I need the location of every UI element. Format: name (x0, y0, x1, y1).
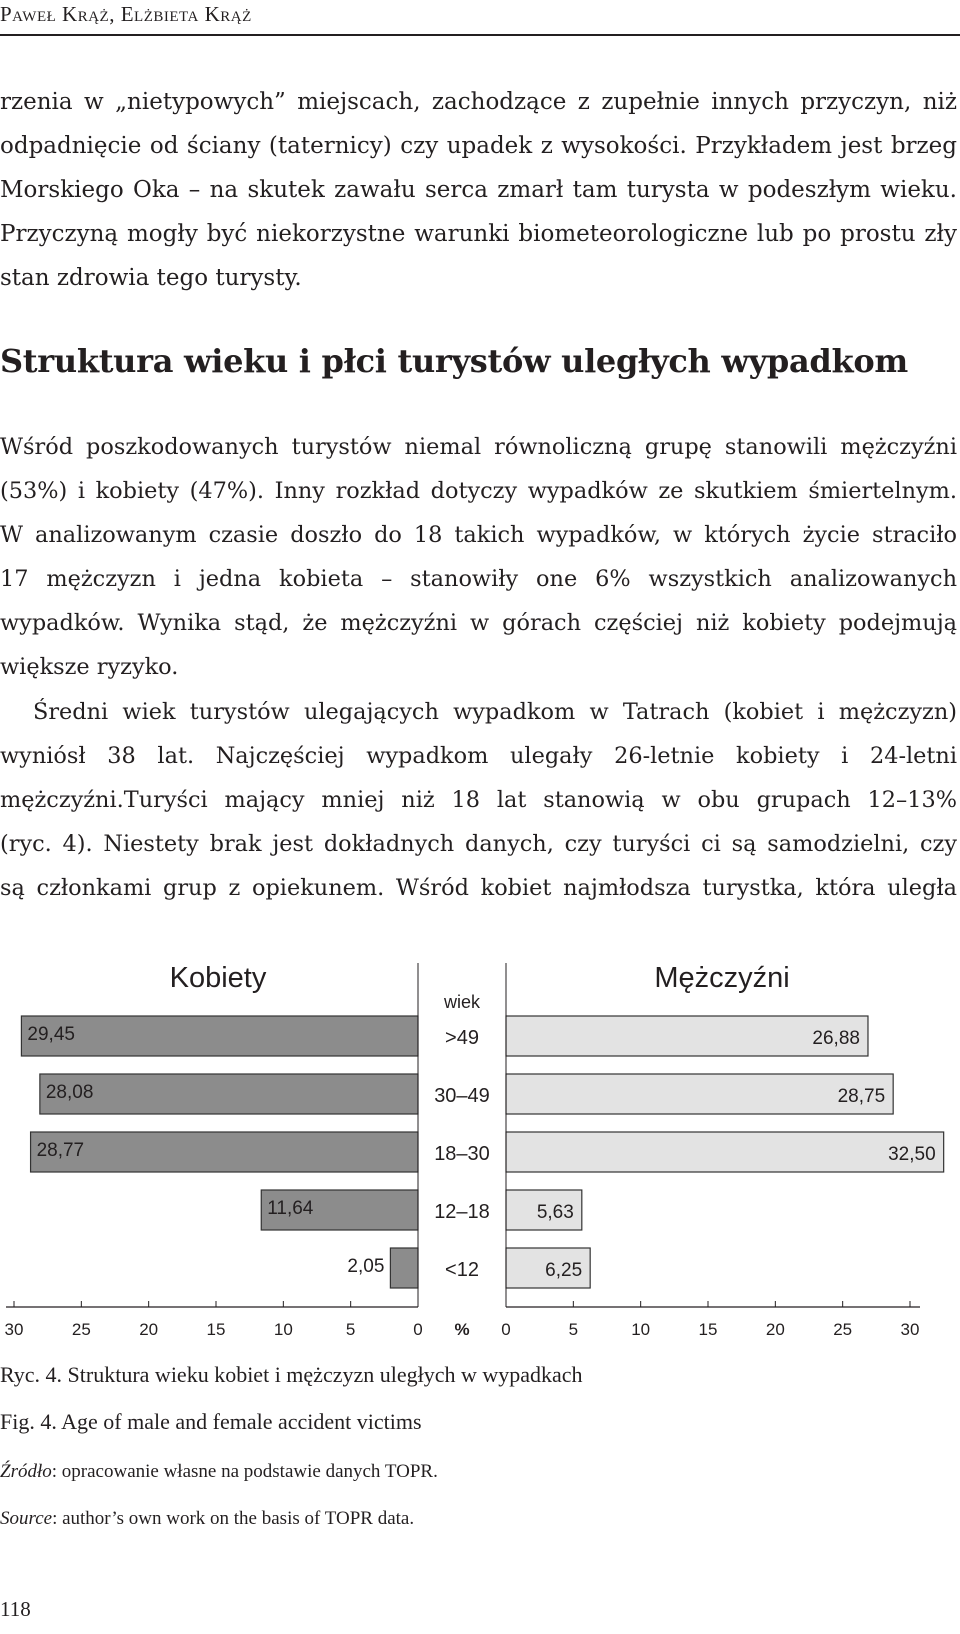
page-number: 118 (0, 1597, 31, 1621)
text-line: Średni wiek turystów ulegających wypadkom w Tatrach (kobiet i mężczyzn) (33, 699, 957, 725)
series-name-left: Kobiety (169, 962, 267, 994)
data-label-right: 32,50 (888, 1144, 936, 1165)
source-text: : opracowanie własne na podstawie danych TOPR. (51, 1461, 438, 1482)
text-line: większe ryzyko. (0, 654, 179, 680)
text-line: Wśród poszkodowanych turystów niemal równoliczną grupę stanowili mężczyźni (0, 434, 957, 460)
text-line: Morskiego Oka – na skutek zawału serca zmarł tam turysta w podeszłym wieku. (0, 177, 957, 203)
text-line: wyniósł 38 lat. Najczęściej wypadkom ulegały 26-letnie kobiety i 24-letni (0, 743, 957, 769)
x-tick-label-left: 0 (413, 1320, 423, 1335)
data-label-left: 11,64 (267, 1198, 314, 1219)
x-tick-label-right: 5 (568, 1320, 579, 1335)
x-tick-label-left: 15 (206, 1320, 226, 1335)
text-line: odpadnięcie od ściany (taternicy) czy upadek z wysokości. Przykładem jest brzeg (0, 133, 957, 159)
x-tick-label-right: 10 (631, 1320, 651, 1335)
data-label-right: 5,63 (536, 1202, 574, 1223)
paragraph-3 (0, 690, 957, 910)
x-tick-label-left: 25 (71, 1320, 91, 1335)
x-tick-label-left: 20 (139, 1320, 159, 1335)
data-label-left: 29,45 (27, 1024, 75, 1045)
text-line: (53%) i kobiety (47%). Inny rozkład dotyczy wypadków ze skutkiem śmiertelnym. (0, 478, 957, 504)
data-label-left: 28,08 (45, 1082, 94, 1103)
category-label: 30–49 (434, 1085, 490, 1107)
x-tick-label-right: 25 (833, 1320, 853, 1335)
text-line: mężczyźni.Turyści mający mniej niż 18 lat stanowią w obu grupach 12–13% (0, 787, 957, 813)
bar-right (506, 1132, 944, 1172)
axis-unit-label: % (454, 1320, 470, 1335)
source-label: Source (0, 1508, 53, 1529)
x-tick-label-right: 0 (501, 1320, 511, 1335)
bar-left (390, 1248, 418, 1288)
bar-left (40, 1074, 418, 1114)
source-note-pl (0, 1461, 438, 1483)
text-line: W analizowanym czasie doszło do 18 takich wypadków, w których życie straciło (0, 522, 957, 548)
bar-left (31, 1132, 418, 1172)
section-heading: Struktura wieku i płci turystów uległych wypadkom (0, 342, 908, 380)
figure-caption-en: Fig. 4. Age of male and female accident victims (0, 1409, 422, 1434)
text-line: Przyczyną mogły być niekorzystne warunki biometeorologiczne lub po prostu zły (0, 221, 957, 247)
series-name-right: Mężczyźni (654, 962, 790, 994)
text-line: rzenia w „nietypowych” miejscach, zachodzące z zupełnie innych przyczyn, niż (0, 89, 957, 115)
data-label-right: 28,75 (837, 1086, 886, 1107)
bar-right (506, 1074, 893, 1114)
x-tick-label-right: 15 (698, 1320, 718, 1335)
source-note-en (0, 1508, 414, 1530)
x-tick-label-right: 30 (900, 1320, 920, 1335)
header-rule (0, 34, 960, 36)
paragraph-1 (0, 80, 957, 300)
category-label: >49 (445, 1027, 479, 1049)
source-label: Źródło (0, 1461, 52, 1482)
figure-caption-pl: Ryc. 4. Struktura wieku kobiet i mężczyzn uległych w wypadkach (0, 1362, 583, 1387)
text-line: są członkami grup z opiekunem. Wśród kobiet najmłodsza turystka, która uległa (0, 875, 957, 901)
category-label: <12 (445, 1259, 479, 1281)
x-tick-label-left: 10 (273, 1320, 293, 1335)
paragraph-2 (0, 425, 957, 689)
text-line: stan zdrowia tego turysty. (0, 265, 302, 291)
data-label-right: 6,25 (545, 1260, 583, 1281)
bar-left (21, 1016, 418, 1056)
source-text: : author’s own work on the basis of TOPR data. (52, 1508, 415, 1529)
x-tick-label-left: 5 (345, 1320, 356, 1335)
data-label-right: 26,88 (812, 1028, 860, 1049)
x-tick-label-right: 20 (765, 1320, 785, 1335)
age-sex-pyramid-chart (0, 955, 960, 1335)
text-line: 17 mężczyzn i jedna kobieta – stanowiły one 6% wszystkich analizowanych (0, 566, 957, 592)
running-head: Paweł Krąż, Elżbieta Krąż (0, 2, 252, 26)
text-line: wypadków. Wynika stąd, że mężczyźni w górach częściej niż kobiety podejmują (0, 610, 957, 636)
x-tick-label-left: 30 (4, 1320, 24, 1335)
data-label-left: 2,05 (347, 1256, 385, 1277)
center-axis-label: wiek (443, 992, 481, 1012)
text-line: (ryc. 4). Niestety brak jest dokładnych danych, czy turyści ci są samodzielni, czy (0, 831, 957, 857)
data-label-left: 28,77 (36, 1140, 85, 1161)
category-label: 18–30 (434, 1143, 490, 1165)
category-label: 12–18 (434, 1201, 490, 1223)
